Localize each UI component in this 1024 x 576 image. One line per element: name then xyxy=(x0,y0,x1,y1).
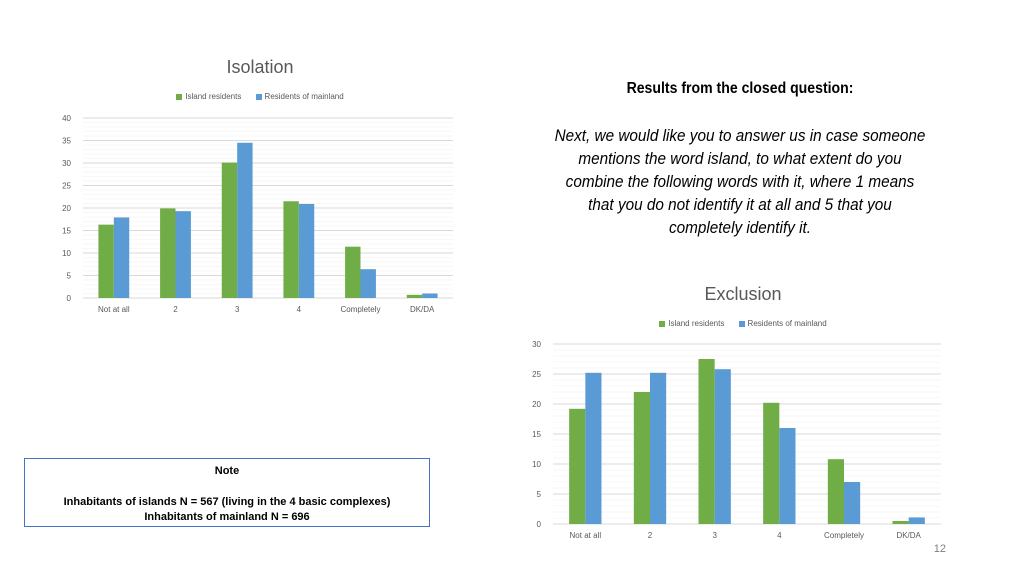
legend-swatch-island xyxy=(176,94,182,100)
y-tick-label: 0 xyxy=(536,520,541,529)
bar-island xyxy=(828,459,844,524)
bar-mainland xyxy=(585,373,601,524)
legend-item-island xyxy=(659,319,724,328)
question-text: Next, we would like you to answer us in case someone mentions the word island, to what extent do you combine the following words with it, where 1 means that you do not identify it at all and 5 that you completely identify it. xyxy=(554,126,926,237)
y-tick-label: 15 xyxy=(62,226,71,236)
x-tick-label: Not at all xyxy=(98,305,130,314)
bar-island xyxy=(407,295,422,298)
y-tick-label: 25 xyxy=(62,181,71,191)
bar-mainland xyxy=(176,211,191,298)
bar-mainland xyxy=(237,143,252,298)
y-tick-label: 15 xyxy=(532,430,541,439)
legend-item-mainland xyxy=(739,319,827,328)
exclusion-chart xyxy=(528,280,958,548)
x-tick-label: 3 xyxy=(712,531,717,540)
y-tick-label: 0 xyxy=(66,294,71,303)
chart-plot xyxy=(528,338,958,548)
y-tick-label: 40 xyxy=(62,114,71,123)
bar-island xyxy=(569,409,585,524)
y-tick-label: 10 xyxy=(62,249,71,258)
x-tick-label: 2 xyxy=(647,531,653,540)
legend-label: Residents of mainland xyxy=(747,319,827,328)
bar-mainland xyxy=(361,269,376,298)
note-title: Note xyxy=(214,465,240,477)
y-tick-label: 35 xyxy=(62,136,71,146)
chart-legend xyxy=(528,319,958,328)
y-tick-label: 10 xyxy=(532,460,541,469)
x-tick-label: Completely xyxy=(340,305,381,314)
bar-island xyxy=(222,163,237,298)
bar-island xyxy=(98,225,113,298)
y-tick-label: 25 xyxy=(532,370,541,379)
results-heading: Results from the closed question: xyxy=(626,80,854,97)
x-tick-label: 2 xyxy=(173,305,178,314)
page-number: 12 xyxy=(933,543,946,555)
y-tick-label: 5 xyxy=(66,271,71,281)
note-islands-line: Inhabitants of islands N = 567 (living in the 4 basic complexes) xyxy=(63,496,391,508)
bar-mainland xyxy=(114,217,129,298)
legend-label: Island residents xyxy=(668,319,725,328)
bar-mainland xyxy=(844,482,860,524)
bar-mainland xyxy=(779,428,795,524)
legend-item-mainland xyxy=(256,92,344,101)
bar-mainland xyxy=(422,294,437,299)
legend-swatch-mainland xyxy=(256,94,262,100)
isolation-chart xyxy=(50,52,470,320)
x-tick-label: 4 xyxy=(296,305,302,314)
note-mainland-line: Inhabitants of mainland N = 696 xyxy=(144,511,310,523)
note-box xyxy=(24,458,430,527)
chart-plot xyxy=(50,110,470,320)
x-tick-label: 3 xyxy=(234,305,240,314)
bar-mainland xyxy=(715,369,731,524)
y-tick-label: 20 xyxy=(62,204,71,213)
legend-item-island xyxy=(176,92,241,101)
bar-mainland xyxy=(299,204,314,298)
bar-mainland xyxy=(650,373,666,524)
x-tick-label: DK/DA xyxy=(409,305,435,314)
y-tick-label: 5 xyxy=(536,490,541,499)
bar-island xyxy=(763,403,779,524)
bar-island xyxy=(634,392,650,524)
bar-island xyxy=(893,521,909,524)
y-tick-label: 30 xyxy=(532,340,541,349)
chart-title: Exclusion xyxy=(704,284,782,304)
y-tick-label: 30 xyxy=(62,159,71,168)
x-tick-label: Completely xyxy=(823,531,865,540)
legend-swatch-island xyxy=(659,321,665,327)
bar-mainland xyxy=(909,517,925,524)
x-tick-label: Not at all xyxy=(569,531,602,540)
bar-island xyxy=(699,359,715,524)
bar-island xyxy=(345,247,360,298)
bar-island xyxy=(160,208,175,298)
chart-title: Isolation xyxy=(226,57,294,77)
y-tick-label: 20 xyxy=(532,400,541,409)
x-tick-label: 4 xyxy=(777,531,782,540)
legend-label: Island residents xyxy=(185,92,242,101)
bar-island xyxy=(283,201,298,298)
legend-swatch-mainland xyxy=(739,321,745,327)
chart-legend xyxy=(50,92,470,101)
legend-label: Residents of mainland xyxy=(264,92,344,101)
x-tick-label: DK/DA xyxy=(896,531,921,540)
